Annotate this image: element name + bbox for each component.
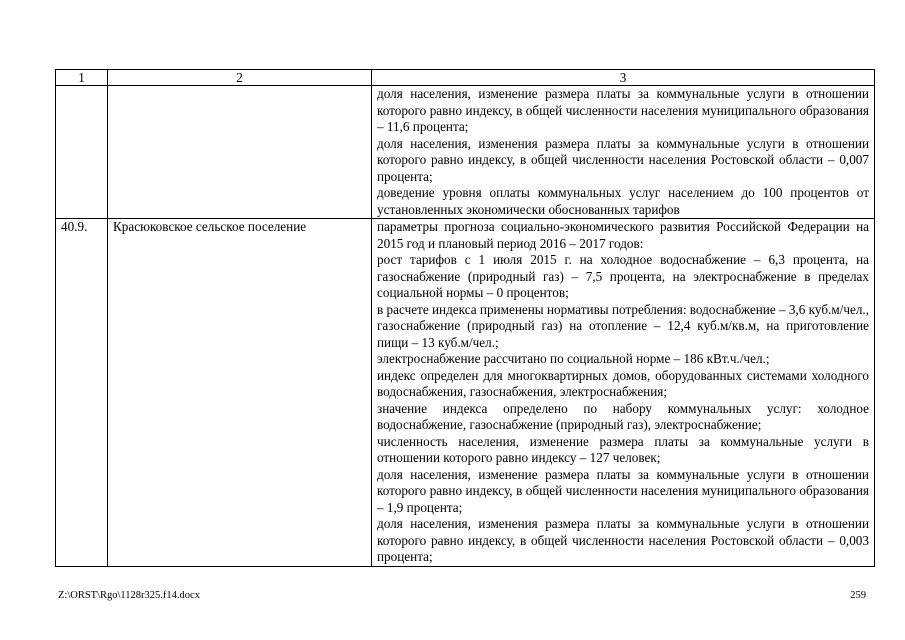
description-paragraph: численность населения, изменение размера платы за коммунальные услуги в отношении которого равно индексу – 127 человек; bbox=[377, 433, 869, 465]
description-paragraph: доведение уровня оплаты коммунальных услуг населением до 100 процентов от установленных экономически обоснованных тарифов bbox=[377, 185, 869, 217]
table-row-40-9 bbox=[56, 219, 875, 567]
row-name-cell bbox=[108, 86, 372, 219]
description-paragraph: электроснабжение рассчитано по социальной норме – 186 кВт.ч./чел.; bbox=[377, 351, 770, 366]
header-col-3: 3 bbox=[372, 70, 875, 86]
row-name-cell: Красюковское сельское поселение bbox=[108, 219, 372, 567]
row-description-cell bbox=[372, 86, 875, 219]
description-paragraph: индекс определен для многоквартирных домов, оборудованных системами холодного водоснабжения, газоснабжения, электроснабжения; bbox=[377, 367, 869, 399]
description-paragraph: рост тарифов с 1 июля 2015 г. на холодное водоснабжение – 6,3 процента, на газоснабжение (природный газ) – 7,5 процента, на электроснабжение в пределах социальной нормы – 0 процентов; bbox=[377, 252, 869, 300]
header-col-2: 2 bbox=[108, 70, 372, 86]
table-header-row bbox=[56, 70, 875, 86]
row-number-cell bbox=[56, 86, 108, 219]
description-paragraph: доля населения, изменения размера платы за коммунальные услуги в отношении которого равно индексу, в общей численности населения Ростовской области – 0,007 процента; bbox=[377, 135, 869, 184]
table-row-continuation bbox=[56, 86, 875, 219]
description-paragraph: доля населения, изменение размера платы за коммунальные услуги в отношении которого равно индексу, в общей численности населения муниципального образования – 11,6 процента; bbox=[377, 86, 869, 134]
footer-page-number: 259 bbox=[850, 590, 866, 601]
row-description-cell bbox=[372, 219, 875, 567]
document-table bbox=[55, 69, 875, 567]
description-paragraph: доля населения, изменения размера платы за коммунальные услуги в отношении которого равно индексу, в общей численности населения Ростовской области – 0,003 процента; bbox=[377, 516, 869, 564]
description-paragraph: параметры прогноза социально-экономического развития Российской Федерации на 2015 год и плановый период 2016 – 2017 годов: bbox=[377, 219, 869, 251]
footer-file-path: Z:\ORST\Rgo\1128r325.f14.docx bbox=[58, 590, 200, 601]
row-number-cell: 40.9. bbox=[56, 219, 108, 567]
description-paragraph: доля населения, изменение размера платы за коммунальные услуги в отношении которого равно индексу, в общей численности населения муниципального образования – 1,9 процента; bbox=[377, 466, 869, 515]
description-paragraph: в расчете индекса применены нормативы потребления: водоснабжение – 3,6 куб.м/чел., газоснабжение (природный газ) на отопление – 12,4 куб.м/кв.м, на приготовление пищи – 13 куб.м/чел.; bbox=[377, 301, 869, 350]
header-col-1: 1 bbox=[56, 70, 108, 86]
description-paragraph: значение индекса определено по набору коммунальных услуг: холодное водоснабжение, газоснабжение (природный газ), электроснабжение; bbox=[377, 400, 869, 432]
